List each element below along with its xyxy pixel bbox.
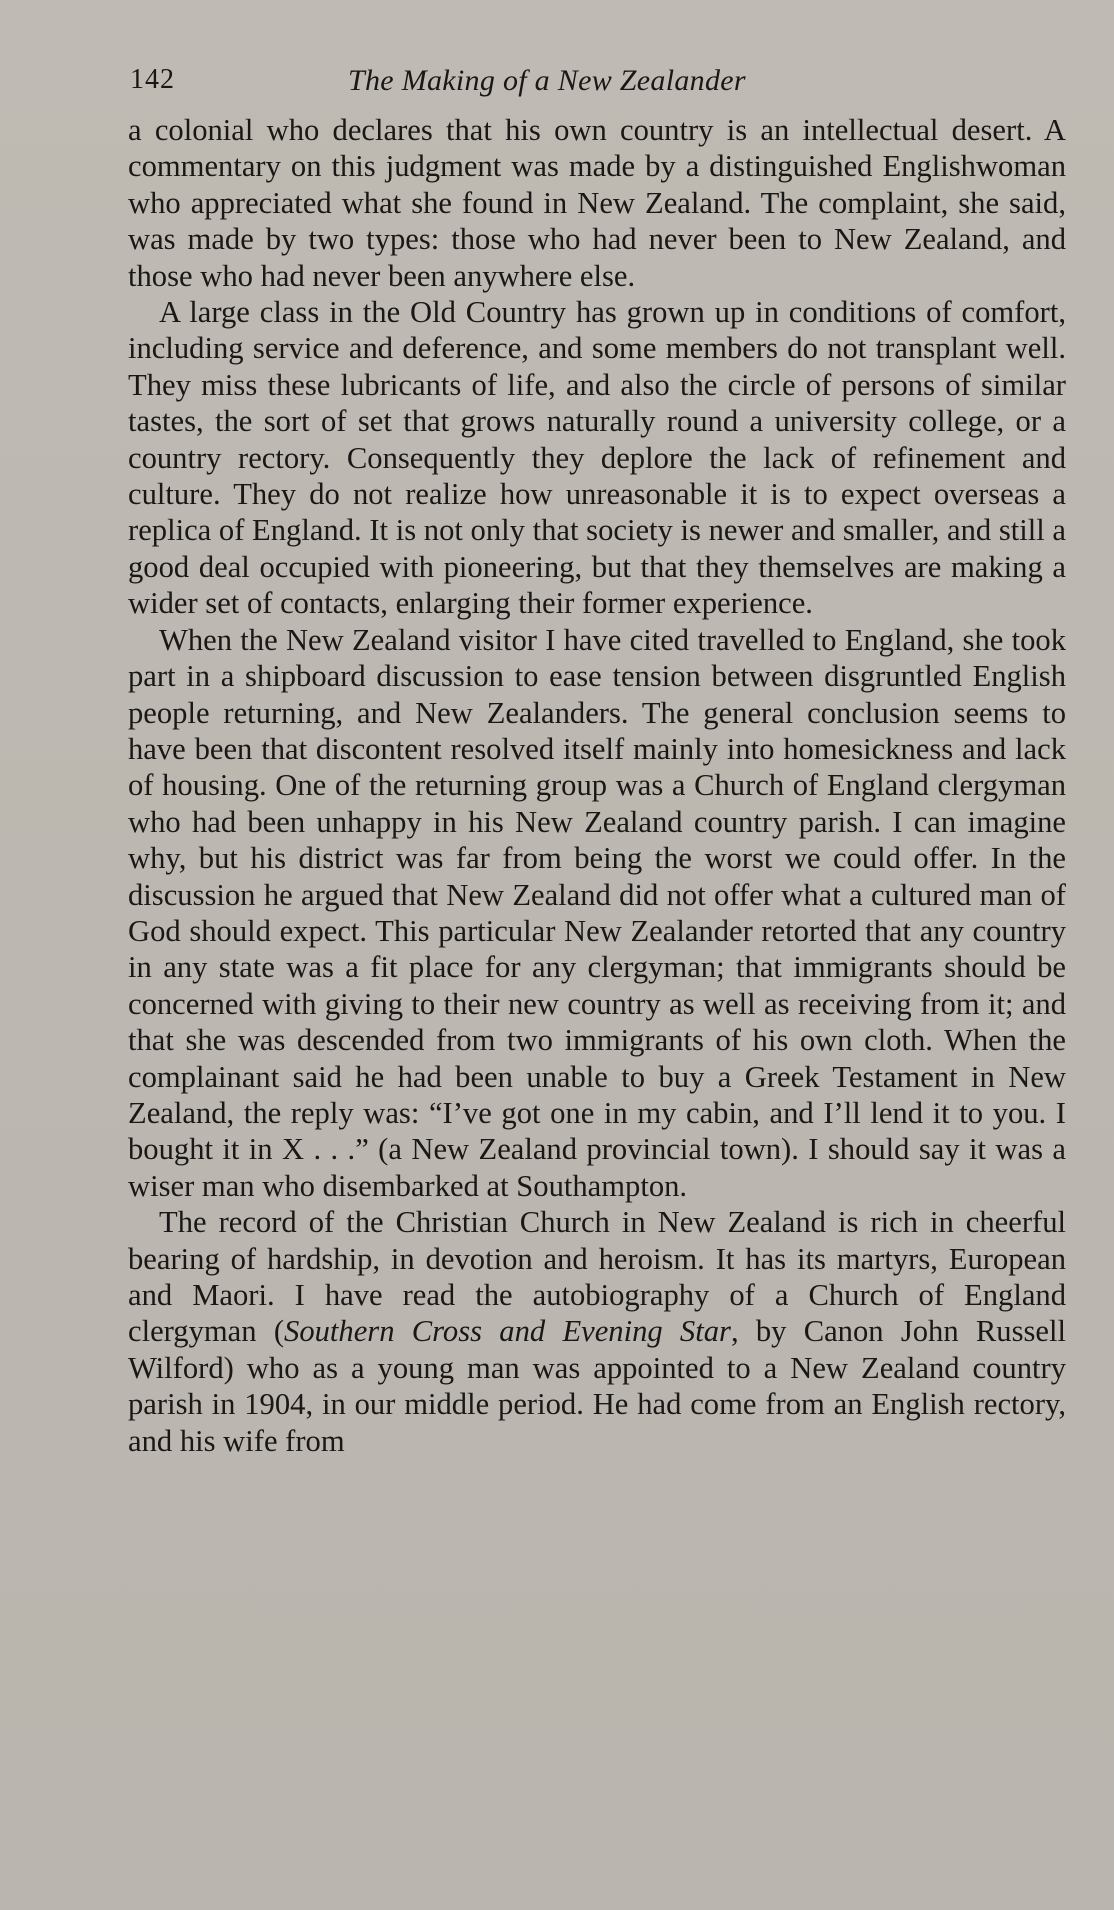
body-text <box>128 112 1066 1459</box>
paragraph-4 <box>128 1204 1066 1459</box>
book-title-citation: Southern Cross and Evening Star <box>284 1314 731 1349</box>
paragraph-1 <box>128 112 1066 294</box>
paragraph-4-text-b: , by Canon John Russell Wilford) who as a young man was appointed to a New Zealand country parish in 1904, in our middle period. He had come from an English rectory, and his wife from <box>128 1314 1066 1458</box>
paragraph-3 <box>128 622 1066 1205</box>
running-title: The Making of a New Zealander <box>348 64 746 97</box>
paragraph-3-text: When the New Zealand visitor I have cited travelled to England, she took part in a shipboard discussion to ease tension between disgruntled English people returning, and New Zealanders. The general conclusion seems to have been that discontent resolved itself mainly into homesickness and lack of housing. One of the returning group was a Church of England clergyman who had been unhappy in his New Zealand country parish. I can imagine why, but his district was far from being the worst we could offer. In the discussion he argued that New Zealand did not offer what a cultured man of God should expect. This particular New Zealander retorted that any country in any state was a fit place for any clergyman; that immigrants should be concerned with giving to their new country as well as receiving from it; and that she was descended from two immigrants of his own cloth. When the complainant said he had been unable to buy a Greek Testament in New Zealand, the reply was: “I’ve got one in my cabin, and I’ll lend it to you. I bought it in X . . .” (a New Zealand provincial town). I should say it was a wiser man who disembarked at Southampton. <box>128 622 1066 1203</box>
paragraph-1-text: a colonial who declares that his own country is an intellectual desert. A commentary on this judgment was made by a distinguished Englishwoman who appreciated what she found in New Zealand. The complaint, she said, was made by two types: those who had never been to New Zealand, and those who had never been anywhere else. <box>128 113 1066 293</box>
page-number: 142 <box>130 64 175 95</box>
page-header <box>130 64 1070 104</box>
paragraph-2-text: A large class in the Old Country has grown up in conditions of comfort, including service and deference, and some members do not transplant well. They miss these lubricants of life, and also the circle of persons of similar tastes, the sort of set that grows naturally round a university college, or a country rectory. Consequently they deplore the lack of refinement and culture. They do not realize how unreasonable it is to expect overseas a replica of England. It is not only that society is newer and smaller, and still a good deal occupied with pioneering, but that they themselves are making a wider set of contacts, enlarging their former experience. <box>128 295 1066 621</box>
paragraph-2 <box>128 294 1066 622</box>
paragraph-4-text-a: The record of the Christian Church in New Zealand is rich in cheerful bearing of hardship, in devotion and heroism. It has its martyrs, European and Maori. I have read the autobiography of a Church of England clergyman ( <box>128 1205 1066 1349</box>
